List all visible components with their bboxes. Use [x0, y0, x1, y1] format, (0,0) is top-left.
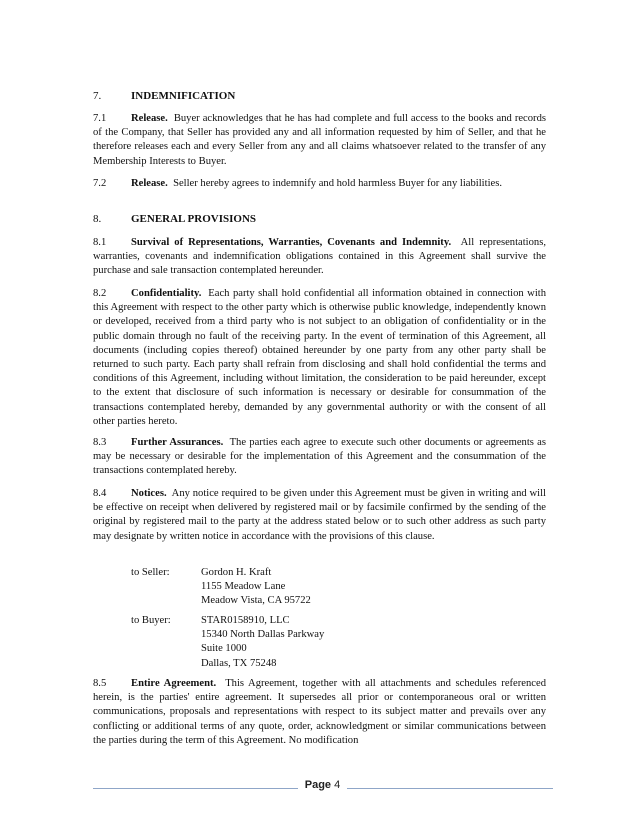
- buyer-street: 15340 North Dallas Parkway: [201, 629, 325, 641]
- paragraph-number: 8.1: [93, 237, 107, 248]
- section-title: GENERAL PROVISIONS: [131, 213, 257, 225]
- paragraph-number: 8.4: [93, 488, 107, 499]
- paragraph-title: Release.: [131, 113, 168, 124]
- section-8-heading: [93, 212, 546, 226]
- paragraph-number: 8.5: [93, 678, 107, 689]
- seller-label: to Seller:: [131, 567, 170, 578]
- paragraph-number: 7.2: [93, 178, 107, 189]
- paragraph-8-1: [93, 236, 546, 279]
- paragraph-8-3: [93, 436, 546, 479]
- seller-city: Meadow Vista, CA 95722: [201, 595, 311, 607]
- paragraph-8-5: [93, 677, 546, 748]
- paragraph-7-1: [93, 112, 546, 169]
- paragraph-title: Entire Agreement.: [131, 678, 217, 689]
- paragraph-title: Confidentiality.: [131, 288, 202, 299]
- page-label: Page: [304, 779, 332, 791]
- paragraph-number: 8.2: [93, 288, 107, 299]
- paragraph-text: Any notice required to be given under this Agreement must be given in writing and will be effective on receipt when delivered by registered mail or by facsimile confirmed by the sending of the original by registered mail to the party at the address stated below or to such other address as such party may designate by written notice in accordance with the provisions of this clause.: [93, 488, 546, 542]
- paragraph-7-2: [93, 177, 546, 191]
- page-number-footer: [300, 779, 345, 791]
- paragraph-text: Seller hereby agrees to indemnify and hold harmless Buyer for any liabilities.: [173, 178, 502, 189]
- paragraph-title: Survival of Representations, Warranties, Covenants and Indemnity.: [131, 237, 452, 248]
- paragraph-text: Buyer acknowledges that he has had complete and full access to the books and records of the Company, that Seller has provided any and all information requested by him of Seller, and that he therefore releases each and every Seller from any and all claims whatsoever related to the transfer of any Membership Interests to Buyer.: [93, 113, 547, 167]
- paragraph-text: This Agreement, together with all attachments and schedules referenced herein, is the parties' entire agreement. It supersedes all prior or contemporaneous oral or written communications, proposals and representations with respect to its subject matter and prevails over any conflicting or additional terms of any quote, order, acknowledgment or similar communications between the parties during the term of this Agreement. No modification: [93, 678, 546, 746]
- paragraph-8-4: [93, 487, 546, 544]
- footer-rule-right: [347, 788, 553, 789]
- page-number: 4: [334, 779, 341, 791]
- paragraph-title: Release.: [131, 178, 168, 189]
- paragraph-text: All representations, warranties, covenants and indemnification obligations contained in this Agreement shall survive the purchase and sale transaction contemplated hereunder.: [93, 237, 546, 277]
- section-number: 8.: [93, 213, 102, 225]
- section-title: INDEMNIFICATION: [131, 90, 236, 102]
- buyer-label: to Buyer:: [131, 615, 171, 626]
- paragraph-number: 8.3: [93, 437, 107, 448]
- paragraph-8-2: [93, 287, 546, 429]
- section-number: 7.: [93, 90, 102, 102]
- section-7-heading: [93, 89, 546, 103]
- paragraph-title: Further Assurances.: [131, 437, 224, 448]
- buyer-city: Dallas, TX 75248: [201, 657, 277, 669]
- buyer-name: STAR0158910, LLC: [201, 615, 290, 626]
- footer-rule-left: [93, 788, 298, 789]
- buyer-suite: Suite 1000: [201, 643, 247, 655]
- paragraph-title: Notices.: [131, 488, 167, 499]
- paragraph-number: 7.1: [93, 113, 107, 124]
- paragraph-text: Each party shall hold confidential all information obtained in connection with this Agreement with respect to the other party which is otherwise public knowledge, independently known or developed, received from a third party who is not subject to an obligation of confidentiality or in the public domain through no fault of the receiving party. In the event of termination of this Agreement, all documents (including copies thereof) obtained hereunder by one party from any other party shall be returned to such party. Each party shall refrain from disclosing and shall hold confidential the terms and conditions of this Agreement, including without limitation, the consideration to be paid hereunder, except to the extent that disclosure of such information is necessary or desirable for consummation of the transactions contemplated hereby, demanded by any governmental authority or with the consent of all other parties hereto.: [93, 288, 547, 427]
- seller-street: 1155 Meadow Lane: [201, 581, 286, 593]
- seller-name: Gordon H. Kraft: [201, 567, 272, 578]
- paragraph-text: The parties each agree to execute such other documents or agreements as may be necessary or desirable for the implementation of this Agreement and the consummation of the transactions contemplated hereby.: [93, 437, 546, 477]
